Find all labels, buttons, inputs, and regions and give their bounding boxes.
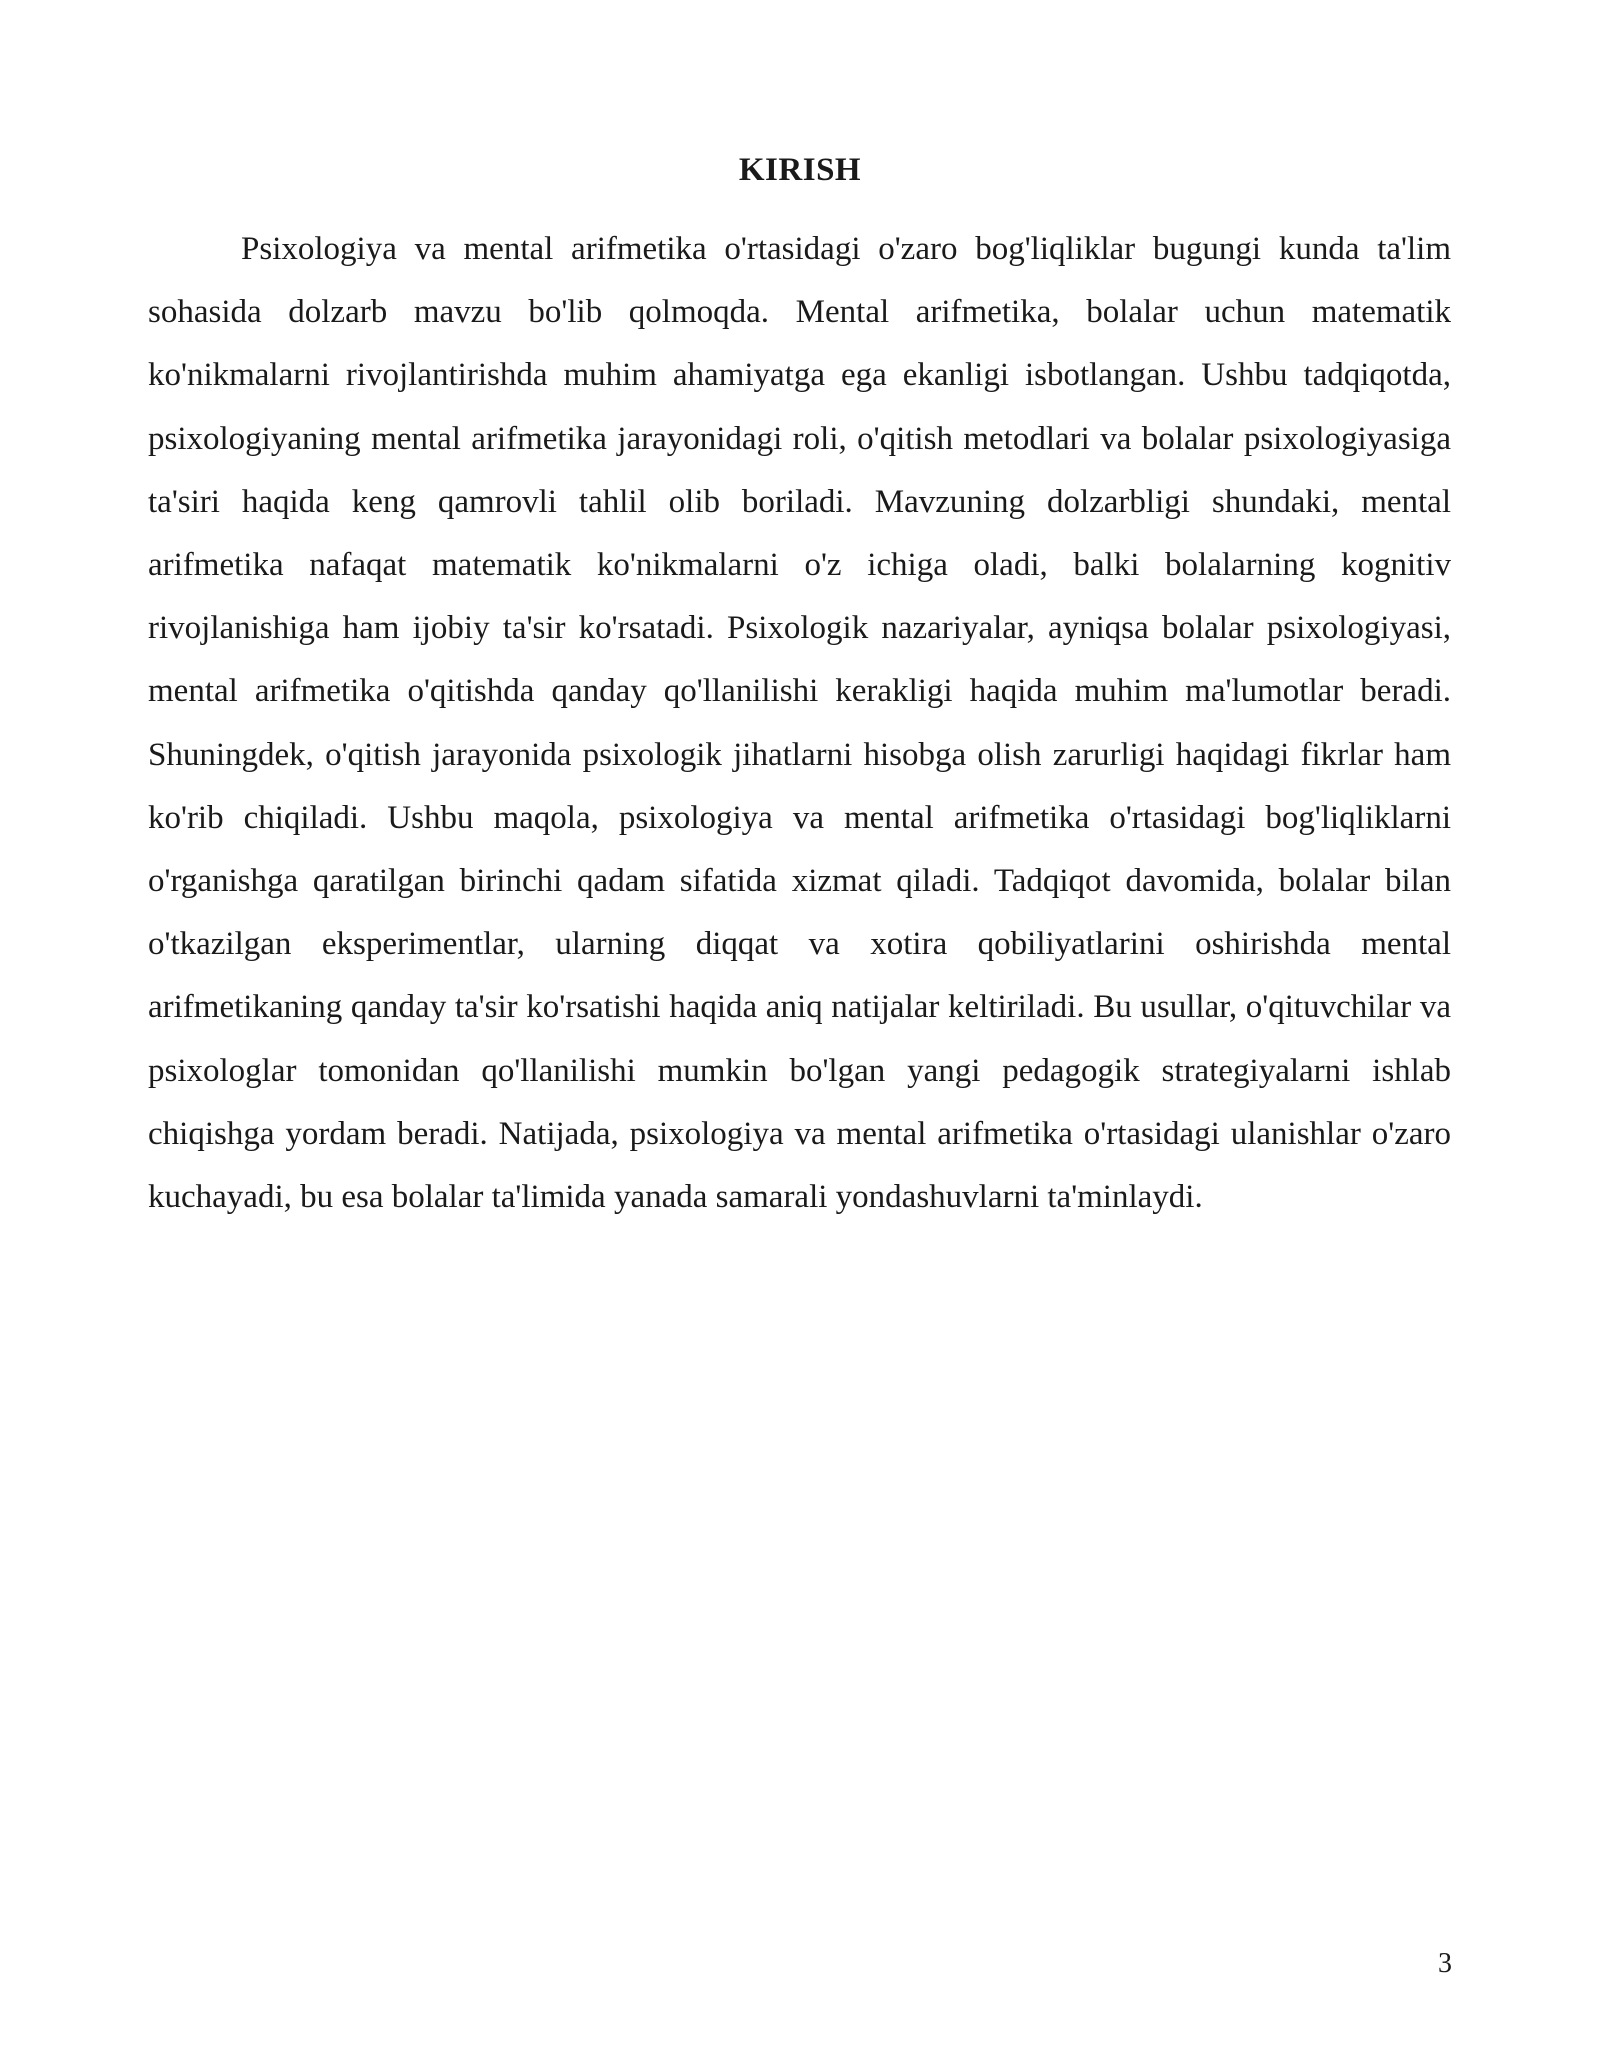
page-number: 3: [1438, 1948, 1452, 1979]
section-heading: KIRISH: [738, 152, 862, 188]
body-paragraph: Psixologiya va mental arifmetika o'rtasidagi o'zaro bog'liqliklar bugungi kunda ta'lim sohasida dolzarb mavzu bo'lib qolmoqda. Mental arifmetika, bolalar uchun matematik ko'nikmalarni rivojlantirishda muhim ahamiyatga ega ekanligi isbotlangan. Ushbu tadqiqotda, psixologiyaning mental arifmetika jarayonidagi roli, o'qitish metodlari va bolalar psixologiyasiga ta'siri haqida keng qamrovli tahlil olib boriladi. Mavzuning dolzarbligi shundaki, mental arifmetika nafaqat matematik ko'nikmalarni o'z ichiga oladi, balki bolalarning kognitiv rivojlanishiga ham ijobiy ta'sir ko'rsatadi. Psixologik nazariyalar, ayniqsa bolalar psixologiyasi, mental arifmetika o'qitishda qanday qo'llanilishi kerakligi haqida muhim ma'lumotlar beradi. Shuningdek, o'qitish jarayonida psixologik jihatlarni hisobga olish zarurligi haqidagi fikrlar ham ko'rib chiqiladi. Ushbu maqola, psixologiya va mental arifmetika o'rtasidagi bog'liqliklarni o'rganishga qaratilgan birinchi qadam sifatida xizmat qiladi. Tadqiqot davomida, bolalar bilan o'tkazilgan eksperimentlar, ularning diqqat va xotira qobiliyatlarini oshirishda mental arifmetikaning qanday ta'sir ko'rsatishi haqida aniq natijalar keltiriladi. Bu usullar, o'qituvchilar va psixologlar tomonidan qo'llanilishi mumkin bo'lgan yangi pedagogik strategiyalarni ishlab chiqishga yordam beradi. Natijada, psixologiya va mental arifmetika o'rtasidagi ulanishlar o'zaro kuchayadi, bu esa bolalar ta'limida yanada samarali yondashuvlarni ta'minlaydi.: [148, 231, 1451, 1216]
